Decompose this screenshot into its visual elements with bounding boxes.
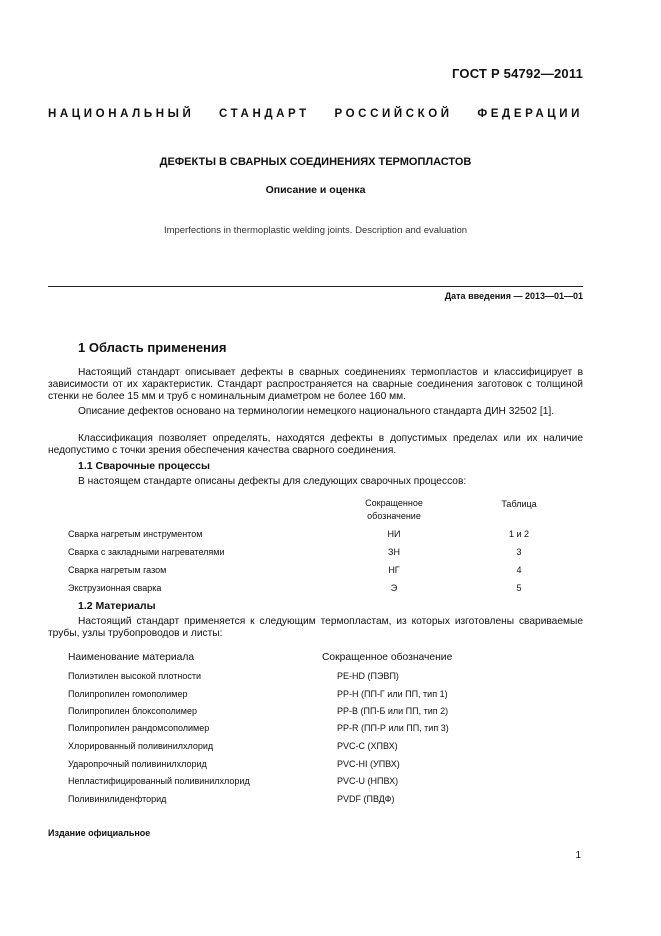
material-row-abbr: PVDF (ПВДФ) xyxy=(337,794,395,804)
material-row-name: Полипропилен гомополимер xyxy=(68,689,188,699)
standard-designation: ГОСТ Р 54792—2011 xyxy=(452,66,583,81)
section-1-2-heading: 1.2 Материалы xyxy=(78,600,156,612)
process-row-table: 4 xyxy=(516,565,522,575)
section-1-heading: 1 Область применения xyxy=(78,340,227,355)
section-1-1-heading: 1.1 Сварочные процессы xyxy=(78,460,210,472)
material-row-name: Полипропилен рандомсополимер xyxy=(68,723,210,733)
material-row-abbr: PVC-U (НПВХ) xyxy=(337,776,399,786)
material-row-abbr: PP-B (ПП-Б или ПП, тип 2) xyxy=(337,706,449,716)
material-row-name: Полипропилен блоксополимер xyxy=(68,706,197,716)
process-row-name: Экструзионная сварка xyxy=(68,583,162,593)
material-row-name: Ударопрочный поливинилхлорид xyxy=(68,759,207,769)
section-1-paragraph-2: Описание дефектов основано на терминологии немецкого национального стандарта ДИН 32502 [1]. xyxy=(78,406,555,417)
process-row-table: 1 и 2 xyxy=(508,529,530,539)
national-standard-heading: НАЦИОНАЛЬНЫЙ СТАНДАРТ РОССИЙСКОЙ ФЕДЕРАЦИИ xyxy=(48,108,583,120)
process-row-abbr: ЗН xyxy=(388,547,400,557)
process-row-table: 3 xyxy=(516,547,522,557)
process-table-header-table: Таблица xyxy=(501,499,537,509)
material-row-abbr: PP-R (ПП-Р или ПП, тип 3) xyxy=(337,723,449,733)
title-divider xyxy=(48,286,583,287)
material-row-name: Поливинилиденфторид xyxy=(68,794,167,804)
process-row-abbr: НГ xyxy=(388,565,400,575)
official-publication-note: Издание официальное xyxy=(48,828,151,838)
section-1-2-intro: Настоящий стандарт применяется к следующим термопластам, из которых изготовлены свариваемые трубы, узлы трубопроводов и листы: xyxy=(48,616,583,639)
introduction-date: Дата введения — 2013—01—01 xyxy=(444,291,583,301)
process-row-abbr: НИ xyxy=(387,529,401,539)
section-1-paragraph-1: Настоящий стандарт описывает дефекты в сварных соединениях термопластов и классифицирует в зависимости от их характеристик. Стандарт распространяется на сварные соединения заготовок с толщиной стенки не более 15 мм и труб с номинальным диаметром не более 160 мм. xyxy=(48,367,583,402)
process-row-abbr: Э xyxy=(390,583,398,593)
materials-header-name: Наименование материала xyxy=(68,652,195,663)
material-row-name: Непластифицированный поливинилхлорид xyxy=(68,776,250,786)
material-row-name: Полиэтилен высокой плотности xyxy=(68,671,202,681)
process-table-header-abbr-2: обозначение xyxy=(367,511,421,521)
process-row-name: Сварка с закладными нагревателями xyxy=(68,547,225,557)
document-subtitle: Описание и оценка xyxy=(265,184,366,196)
material-row-name: Хлорированный поливинилхлорид xyxy=(68,741,214,751)
material-row-abbr: PP-H (ПП-Г или ПП, тип 1) xyxy=(337,689,448,699)
material-row-abbr: PE-HD (ПЭВП) xyxy=(337,671,399,681)
process-row-name: Сварка нагретым инструментом xyxy=(68,529,203,539)
english-title: Imperfections in thermoplastic welding joints. Description and evaluation xyxy=(163,225,468,236)
process-row-table: 5 xyxy=(516,583,522,593)
material-row-abbr: PVC-HI (УПВХ) xyxy=(337,759,400,769)
page-number: 1 xyxy=(575,850,581,861)
process-row-name: Сварка нагретым газом xyxy=(68,565,167,575)
document-title: ДЕФЕКТЫ В СВАРНЫХ СОЕДИНЕНИЯХ ТЕРМОПЛАСТОВ xyxy=(159,156,472,168)
material-row-abbr: PVC-C (ХПВХ) xyxy=(337,741,398,751)
section-1-1-intro: В настоящем стандарте описаны дефекты для следующих сварочных процессов: xyxy=(78,476,467,487)
section-1-paragraph-3: Классификация позволяет определять, находятся дефекты в допустимых пределах или их наличие недопустимо с точки зрения обеспечения качества сварного соединения. xyxy=(48,433,583,456)
process-table-header-abbr-1: Сокращенное xyxy=(365,498,423,508)
materials-header-abbr: Сокращенное обозначение xyxy=(322,652,453,663)
